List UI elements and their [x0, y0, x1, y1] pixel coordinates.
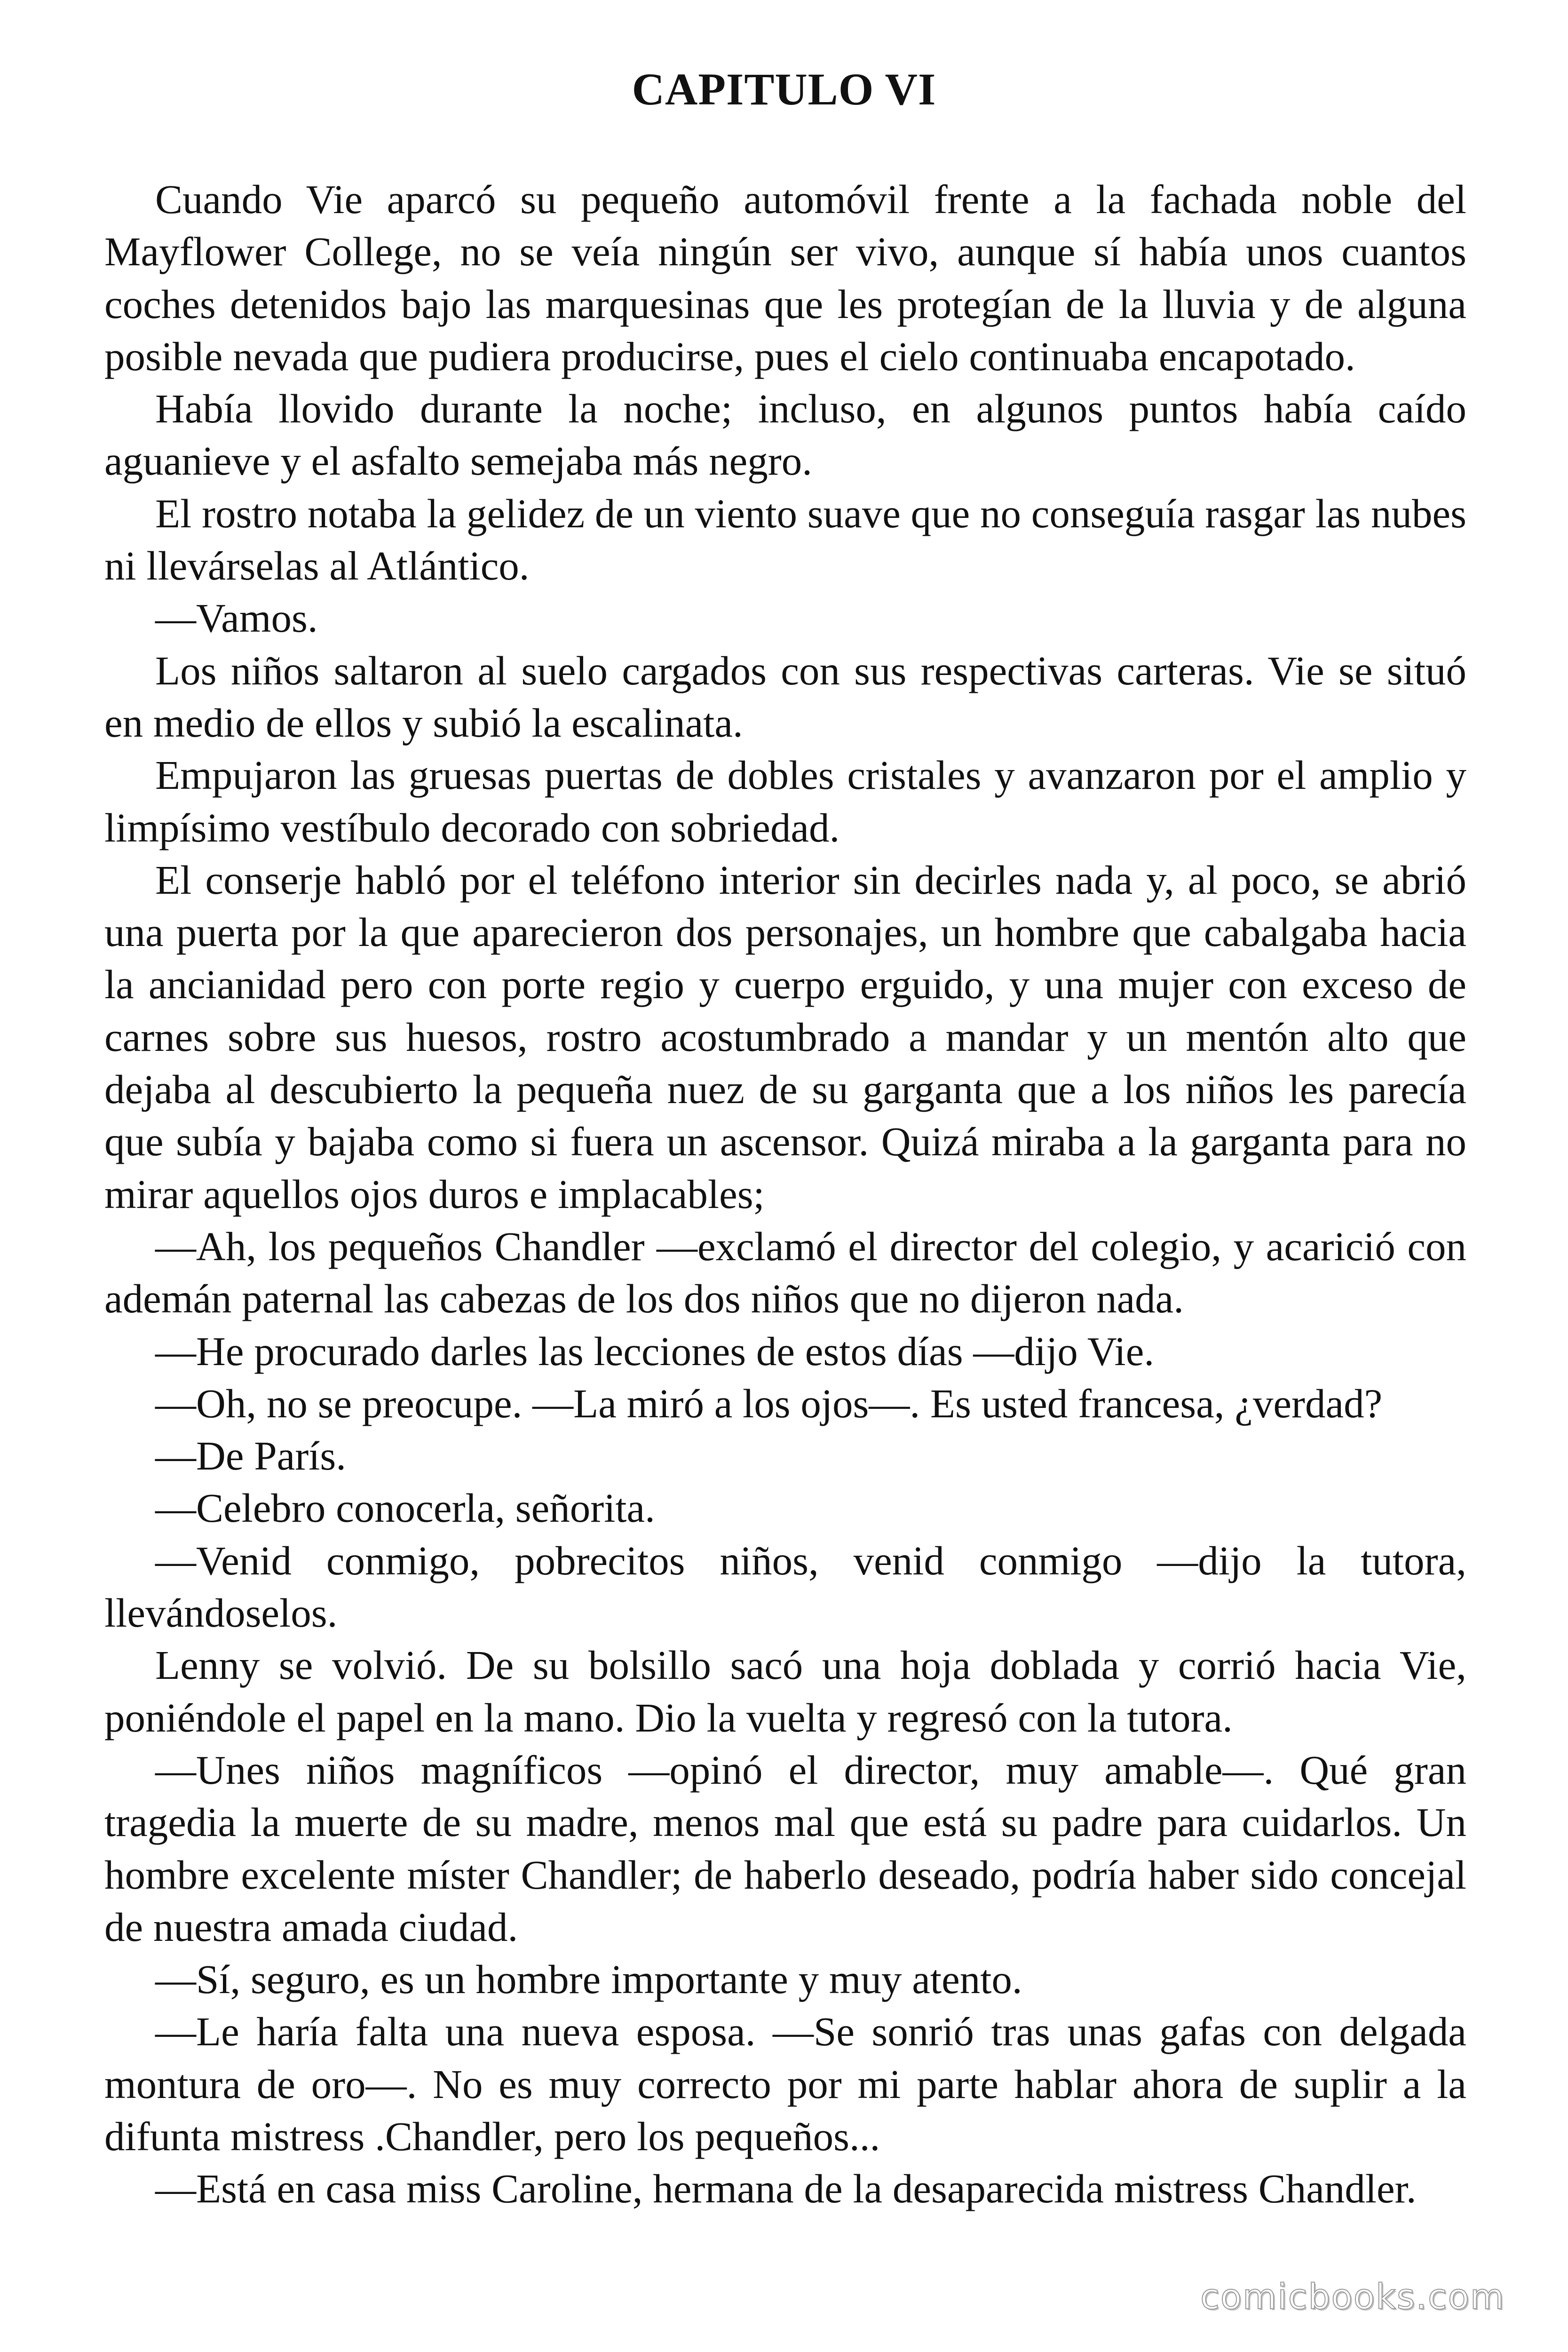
paragraph: —Le haría falta una nueva esposa. —Se sonrió tras unas gafas con delgada montura de oro—. No es muy correcto por mi parte hablar ahora de suplir a la difunta mistress .Chandler, pero los pequeños...: [104, 2009, 1466, 2159]
paragraph: Empujaron las gruesas puertas de dobles cristales y avanzaron por el amplio y limpísimo vestíbulo decorado con sobriedad.: [104, 752, 1466, 850]
chapter-body: [104, 173, 1466, 2215]
paragraph: Lenny se volvió. De su bolsillo sacó una hoja doblada y corrió hacia Vie, poniéndole el papel en la mano. Dio la vuelta y regresó con la tutora.: [104, 1642, 1466, 1740]
paragraph: —Venid conmigo, pobrecitos niños, venid conmigo —dijo la tutora, llevándoselos.: [104, 1537, 1466, 1636]
paragraph: —Oh, no se preocupe. —La miró a los ojos—. Es usted francesa, ¿verdad?: [155, 1380, 1383, 1426]
watermark: comicbooks.com: [1200, 2277, 1505, 2317]
paragraph: —Sí, seguro, es un hombre importante y muy atento.: [155, 1956, 1022, 2002]
paragraph: Cuando Vie aparcó su pequeño automóvil frente a la fachada noble del Mayflower College, no se veía ningún ser vivo, aunque sí había unos cuantos coches detenidos bajo las marquesinas que les protegían de la lluvia y de alguna posible nevada que pudiera producirse, pues el cielo continuaba encapotado.: [104, 176, 1466, 379]
paragraph: El rostro notaba la gelidez de un viento suave que no conseguía rasgar las nubes ni llevárselas al Atlántico.: [104, 490, 1466, 589]
chapter-title: CAPITULO VI: [632, 64, 936, 114]
paragraph: —Ah, los pequeños Chandler —exclamó el director del colegio, y acarició con ademán paternal las cabezas de los dos niños que no dijeron nada.: [104, 1223, 1466, 1322]
paragraph: —Vamos.: [155, 595, 318, 641]
paragraph: —Unes niños magníficos —opinó el director, muy amable—. Qué gran tragedia la muerte de su madre, menos mal que está su padre para cuidarlos. Un hombre excelente míster Chandler; de haberlo deseado, podría haber sido concejal de nuestra amada ciudad.: [104, 1747, 1466, 1950]
paragraph: Había llovido durante la noche; incluso, en algunos puntos había caído aguanieve y el asfalto semejaba más negro.: [104, 386, 1466, 484]
paragraph: —Está en casa miss Caroline, hermana de la desaparecida mistress Chandler.: [155, 2166, 1417, 2212]
paragraph: Los niños saltaron al suelo cargados con sus respectivas carteras. Vie se situó en medio de ellos y subió la escalinata.: [104, 647, 1466, 746]
paragraph: —De París.: [155, 1433, 346, 1479]
paragraph: —Celebro conocerla, señorita.: [155, 1485, 655, 1531]
paragraph: —He procurado darles las lecciones de estos días —dijo Vie.: [155, 1328, 1155, 1374]
paragraph: El conserje habló por el teléfono interior sin decirles nada y, al poco, se abrió una puerta por la que aparecieron dos personajes, un hombre que cabalgaba hacia la ancianidad pero con porte regio y cuerpo erguido, y una mujer con exceso de carnes sobre sus huesos, rostro acostumbrado a mandar y un mentón alto que dejaba al descubierto la pequeña nuez de su garganta que a los niños les parecía que subía y bajaba como si fuera un ascensor. Quizá miraba a la garganta para no mirar aquellos ojos duros e implacables;: [104, 857, 1466, 1217]
